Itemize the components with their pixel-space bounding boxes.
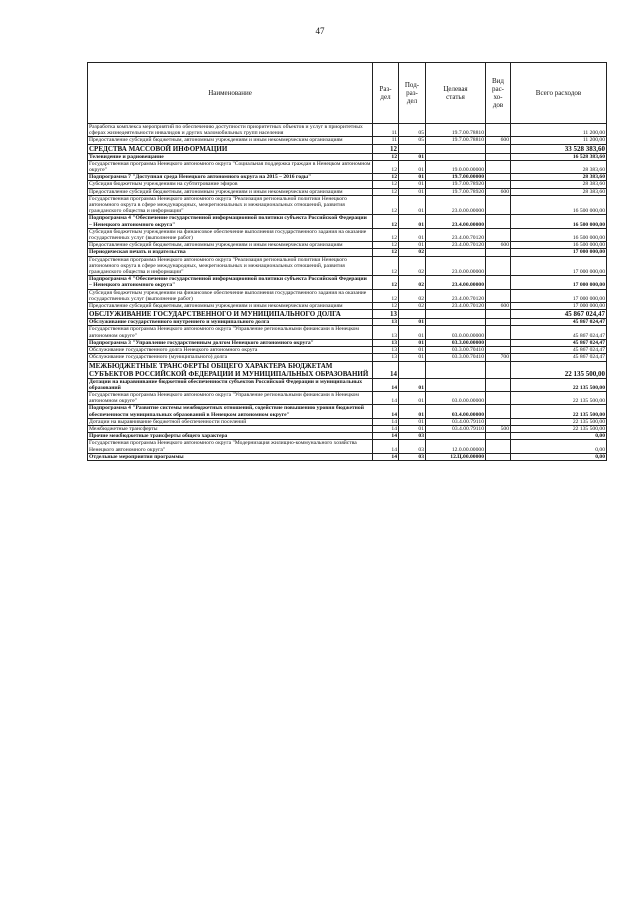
row-podrazdel-cell: 01 — [399, 347, 426, 354]
row-total-cell: 17 000 000,00 — [511, 289, 607, 302]
row-razdel-cell: 14 — [373, 440, 399, 453]
row-name-cell: СРЕДСТВА МАССОВОЙ ИНФОРМАЦИИ — [88, 144, 373, 153]
row-name-cell: Государственная программа Ненецкого автономного округа "Реализация региональной политики Ненецкого автономного округа в сфере международных, межрегиональных и межнациональных отношений, развития гражданского общества и информации" — [88, 195, 373, 215]
table-row — [88, 249, 607, 256]
header-vid: Вид рас- хо- дов — [486, 63, 511, 124]
row-razdel-cell: 12 — [373, 195, 399, 215]
row-podrazdel-cell: 01 — [399, 160, 426, 173]
page-number: 47 — [315, 26, 325, 36]
row-razdel-cell: 12 — [373, 242, 399, 249]
row-podrazdel-cell: 02 — [399, 303, 426, 310]
row-target-cell: 03.4.00.79110 — [426, 418, 486, 425]
row-vid-cell — [486, 174, 511, 181]
row-target-cell: 03.0.00.00000 — [426, 326, 486, 339]
row-vid-cell: 500 — [486, 425, 511, 432]
row-podrazdel-cell: 05 — [399, 124, 426, 137]
row-vid-cell: 600 — [486, 188, 511, 195]
row-podrazdel-cell: 03 — [399, 440, 426, 453]
row-total-cell: 11 200,00 — [511, 124, 607, 137]
table-row — [88, 453, 607, 460]
row-total-cell: 16 500 000,00 — [511, 215, 607, 228]
row-target-cell: 03.4.00.79110 — [426, 425, 486, 432]
row-razdel-cell: 14 — [373, 405, 399, 418]
header-total: Всего расходов — [511, 63, 607, 124]
row-target-cell — [426, 319, 486, 326]
table-row — [88, 256, 607, 276]
row-razdel-cell: 12 — [373, 303, 399, 310]
row-total-cell: 17 000 000,00 — [511, 276, 607, 289]
row-name-cell: Дотации на выравнивание бюджетной обеспеченности поселений — [88, 418, 373, 425]
row-target-cell: 23.0.00.00000 — [426, 195, 486, 215]
row-total-cell: 28 383,60 — [511, 181, 607, 188]
row-razdel-cell: 12 — [373, 228, 399, 241]
row-vid-cell — [486, 391, 511, 404]
row-target-cell: 12.Ц.00.00000 — [426, 453, 486, 460]
row-name-cell: Предоставление субсидий бюджетным, автономным учреждениям и иным некоммерческим организациям — [88, 137, 373, 144]
table-row — [88, 124, 607, 137]
row-vid-cell — [486, 440, 511, 453]
row-target-cell — [426, 378, 486, 391]
row-target-cell — [426, 153, 486, 160]
row-vid-cell: 600 — [486, 137, 511, 144]
row-name-cell: Дотации на выравнивание бюджетной обеспеченности субъектов Российской Федерации и муниципальных образований — [88, 378, 373, 391]
row-vid-cell — [486, 339, 511, 346]
row-podrazdel-cell: 01 — [399, 405, 426, 418]
table-row — [88, 361, 607, 378]
table-row — [88, 310, 607, 319]
row-target-cell: 19.7.00.78810 — [426, 124, 486, 137]
row-podrazdel-cell: 01 — [399, 195, 426, 215]
row-razdel-cell: 12 — [373, 215, 399, 228]
row-razdel-cell: 12 — [373, 276, 399, 289]
row-razdel-cell: 12 — [373, 188, 399, 195]
row-target-cell: 19.7.00.78920 — [426, 181, 486, 188]
row-podrazdel-cell: 01 — [399, 319, 426, 326]
row-target-cell: 23.4.00.00000 — [426, 276, 486, 289]
row-vid-cell — [486, 256, 511, 276]
row-total-cell: 22 135 500,00 — [511, 405, 607, 418]
row-total-cell: 45 867 024,47 — [511, 326, 607, 339]
row-vid-cell — [486, 249, 511, 256]
table-row — [88, 289, 607, 302]
row-name-cell: Предоставление субсидий бюджетным, автономным учреждениям и иным некоммерческим организациям — [88, 188, 373, 195]
row-total-cell: 16 500 000,00 — [511, 228, 607, 241]
row-vid-cell: 700 — [486, 354, 511, 361]
row-vid-cell — [486, 181, 511, 188]
table-row — [88, 137, 607, 144]
row-podrazdel-cell: 02 — [399, 289, 426, 302]
table-row — [88, 378, 607, 391]
row-razdel-cell: 13 — [373, 310, 399, 319]
row-name-cell: Государственная программа Ненецкого автономного округа "Управление региональными финансами в Ненецком автономном округе" — [88, 326, 373, 339]
row-total-cell: 16 528 383,60 — [511, 153, 607, 160]
row-total-cell: 22 135 500,00 — [511, 418, 607, 425]
row-target-cell: 19.7.00.00000 — [426, 174, 486, 181]
row-total-cell: 28 383,60 — [511, 188, 607, 195]
row-podrazdel-cell: 01 — [399, 339, 426, 346]
row-total-cell: 33 528 383,60 — [511, 144, 607, 153]
row-name-cell: Государственная программа Ненецкого автономного округа "Модернизация жилищно-коммунального хозяйства Ненецкого автономного округа" — [88, 440, 373, 453]
row-name-cell: Субсидия бюджетным учреждениям на субтитрование эфиров — [88, 181, 373, 188]
row-target-cell — [426, 361, 486, 378]
row-total-cell: 16 500 000,00 — [511, 242, 607, 249]
row-name-cell: Обслуживание государственного внутреннего и муниципального долга — [88, 319, 373, 326]
row-name-cell: Государственная программа Ненецкого автономного округа "Управление региональными финансами в Ненецком автономном округе" — [88, 391, 373, 404]
table-row — [88, 181, 607, 188]
table-row — [88, 303, 607, 310]
row-podrazdel-cell: 01 — [399, 188, 426, 195]
row-name-cell: Периодическая печать и издательства — [88, 249, 373, 256]
row-target-cell — [426, 144, 486, 153]
table-row — [88, 160, 607, 173]
row-razdel-cell: 14 — [373, 361, 399, 378]
row-target-cell — [426, 310, 486, 319]
row-total-cell: 45 867 024,47 — [511, 310, 607, 319]
header-razdel: Раз- дел — [373, 63, 399, 124]
row-razdel-cell: 13 — [373, 319, 399, 326]
row-total-cell: 17 000 000,00 — [511, 256, 607, 276]
row-razdel-cell: 11 — [373, 124, 399, 137]
row-vid-cell — [486, 153, 511, 160]
row-razdel-cell: 13 — [373, 339, 399, 346]
row-name-cell: Обслуживание государственного долга Ненецкого автономного округа — [88, 347, 373, 354]
row-razdel-cell: 11 — [373, 137, 399, 144]
row-podrazdel-cell: 03 — [399, 453, 426, 460]
row-podrazdel-cell: 01 — [399, 153, 426, 160]
row-name-cell: Подпрограмма 3 "Управление государственным долгом Ненецкого автономного округа" — [88, 339, 373, 346]
row-total-cell: 16 500 000,00 — [511, 195, 607, 215]
row-vid-cell — [486, 326, 511, 339]
row-podrazdel-cell: 02 — [399, 256, 426, 276]
row-name-cell: Предоставление субсидий бюджетным, автономным учреждениям и иным некоммерческим организациям — [88, 303, 373, 310]
table-row — [88, 339, 607, 346]
row-vid-cell — [486, 310, 511, 319]
row-vid-cell — [486, 319, 511, 326]
row-vid-cell — [486, 405, 511, 418]
row-razdel-cell: 12 — [373, 160, 399, 173]
row-podrazdel-cell: 01 — [399, 391, 426, 404]
table-row — [88, 153, 607, 160]
row-podrazdel-cell — [399, 310, 426, 319]
row-target-cell: 23.4.00.70120 — [426, 303, 486, 310]
row-target-cell: 03.3.00.70410 — [426, 354, 486, 361]
table-row — [88, 433, 607, 440]
table-header — [88, 63, 607, 124]
row-total-cell: 0,00 — [511, 453, 607, 460]
row-name-cell: Предоставление субсидий бюджетным, автономным учреждениям и иным некоммерческим организациям — [88, 242, 373, 249]
row-total-cell: 22 135 500,00 — [511, 361, 607, 378]
row-razdel-cell: 14 — [373, 453, 399, 460]
row-name-cell: МЕЖБЮДЖЕТНЫЕ ТРАНСФЕРТЫ ОБЩЕГО ХАРАКТЕРА БЮДЖЕТАМ СУБЪЕКТОВ РОССИЙСКОЙ ФЕДЕРАЦИИ И МУНИЦИПАЛЬНЫХ ОБРАЗОВАНИЙ — [88, 361, 373, 378]
row-name-cell: Обслуживание государственного (муниципального) долга — [88, 354, 373, 361]
row-name-cell: Отдельные мероприятия программы — [88, 453, 373, 460]
row-vid-cell — [486, 144, 511, 153]
row-target-cell — [426, 433, 486, 440]
row-name-cell: Подпрограмма 4 "Обеспечение государственной информационной политики субъекта Российской Федерации – Ненецкого автономного округа" — [88, 276, 373, 289]
row-total-cell: 0,00 — [511, 440, 607, 453]
row-razdel-cell: 12 — [373, 144, 399, 153]
table-row — [88, 319, 607, 326]
row-podrazdel-cell: 01 — [399, 181, 426, 188]
row-target-cell: 19.7.00.78920 — [426, 188, 486, 195]
row-total-cell: 0,00 — [511, 433, 607, 440]
row-vid-cell — [486, 378, 511, 391]
row-razdel-cell: 12 — [373, 289, 399, 302]
row-name-cell: Подпрограмма 4 "Обеспечение государственной информационной политики субъекта Российской Федерации – Ненецкого автономного округа" — [88, 215, 373, 228]
row-target-cell: 03.3.00.00000 — [426, 339, 486, 346]
row-vid-cell — [486, 453, 511, 460]
row-podrazdel-cell: 01 — [399, 174, 426, 181]
row-vid-cell — [486, 418, 511, 425]
table-row — [88, 425, 607, 432]
row-total-cell: 45 867 024,47 — [511, 354, 607, 361]
row-target-cell: 23.4.00.70120 — [426, 242, 486, 249]
row-total-cell: 22 135 500,00 — [511, 378, 607, 391]
header-name: Наименование — [88, 63, 373, 124]
table-row — [88, 347, 607, 354]
row-podrazdel-cell — [399, 144, 426, 153]
row-razdel-cell: 12 — [373, 249, 399, 256]
row-podrazdel-cell: 01 — [399, 425, 426, 432]
row-podrazdel-cell: 01 — [399, 326, 426, 339]
row-total-cell: 28 383,60 — [511, 160, 607, 173]
table-row — [88, 276, 607, 289]
row-podrazdel-cell: 02 — [399, 276, 426, 289]
table-row — [88, 188, 607, 195]
row-podrazdel-cell — [399, 361, 426, 378]
row-name-cell: Государственная программа Ненецкого автономного округа "Социальная поддержка граждан в Ненецком автономном округе" — [88, 160, 373, 173]
row-name-cell: Телевидение и радиовещание — [88, 153, 373, 160]
row-target-cell: 19.0.00.00000 — [426, 160, 486, 173]
row-total-cell: 45 867 024,47 — [511, 347, 607, 354]
row-podrazdel-cell: 01 — [399, 228, 426, 241]
table-body — [88, 124, 607, 461]
row-vid-cell — [486, 228, 511, 241]
row-vid-cell — [486, 215, 511, 228]
row-vid-cell — [486, 124, 511, 137]
table-row — [88, 228, 607, 241]
row-podrazdel-cell: 03 — [399, 433, 426, 440]
row-target-cell: 12.0.00.00000 — [426, 440, 486, 453]
row-vid-cell — [486, 195, 511, 215]
row-total-cell: 22 135 500,00 — [511, 425, 607, 432]
row-vid-cell — [486, 160, 511, 173]
row-razdel-cell: 14 — [373, 425, 399, 432]
row-name-cell: Субсидия бюджетным учреждениям на финансовое обеспечение выполнения государственного задания на оказание государственных услуг (выполнение работ) — [88, 228, 373, 241]
row-name-cell: Субсидия бюджетным учреждениям на финансовое обеспечение выполнения государственного задания на оказание государственных услуг (выполнение работ) — [88, 289, 373, 302]
row-razdel-cell: 14 — [373, 391, 399, 404]
row-podrazdel-cell: 05 — [399, 137, 426, 144]
header-podrazdel: Под- раз- дел — [399, 63, 426, 124]
row-target-cell — [426, 249, 486, 256]
expenditure-table — [87, 62, 607, 461]
row-vid-cell: 600 — [486, 303, 511, 310]
row-name-cell: Подпрограмма 7 "Доступная среда Ненецкого автономного округа на 2015 – 2016 годы" — [88, 174, 373, 181]
row-podrazdel-cell: 01 — [399, 418, 426, 425]
row-podrazdel-cell: 01 — [399, 215, 426, 228]
row-name-cell: Разработка комплекса мероприятий по обеспечению доступности приоритетных объектов и услуг в приоритетных сферах жизнедеятельности инвалидов и других маломобильных групп населения — [88, 124, 373, 137]
row-target-cell: 03.4.00.00000 — [426, 405, 486, 418]
table-row — [88, 242, 607, 249]
row-total-cell: 45 867 024,47 — [511, 319, 607, 326]
table-row — [88, 418, 607, 425]
row-razdel-cell: 14 — [373, 433, 399, 440]
row-target-cell: 19.7.00.78810 — [426, 137, 486, 144]
row-total-cell: 22 135 500,00 — [511, 391, 607, 404]
row-target-cell: 03.3.00.70410 — [426, 347, 486, 354]
table-row — [88, 144, 607, 153]
row-vid-cell — [486, 347, 511, 354]
row-name-cell: Межбюджетные трансферты — [88, 425, 373, 432]
table-row — [88, 195, 607, 215]
row-name-cell: Государственная программа Ненецкого автономного округа "Реализация региональной политики Ненецкого автономного округа в сфере международных, межрегиональных и межнациональных отношений, развития гражданского общества и информации" — [88, 256, 373, 276]
row-razdel-cell: 13 — [373, 347, 399, 354]
row-name-cell: Прочие межбюджетные трансферты общего характера — [88, 433, 373, 440]
table-row — [88, 354, 607, 361]
table-row — [88, 174, 607, 181]
row-total-cell: 17 000 000,00 — [511, 303, 607, 310]
row-total-cell: 17 000 000,00 — [511, 249, 607, 256]
row-vid-cell: 600 — [486, 242, 511, 249]
table-row — [88, 326, 607, 339]
table-row — [88, 405, 607, 418]
row-total-cell: 45 867 024,47 — [511, 339, 607, 346]
row-razdel-cell: 12 — [373, 256, 399, 276]
row-vid-cell — [486, 289, 511, 302]
row-target-cell: 23.4.00.00000 — [426, 215, 486, 228]
row-total-cell: 11 200,00 — [511, 137, 607, 144]
row-target-cell: 03.0.00.00000 — [426, 391, 486, 404]
row-target-cell: 23.4.00.70120 — [426, 228, 486, 241]
row-target-cell: 23.0.00.00000 — [426, 256, 486, 276]
row-razdel-cell: 13 — [373, 326, 399, 339]
row-vid-cell — [486, 433, 511, 440]
table-row — [88, 440, 607, 453]
row-name-cell: ОБСЛУЖИВАНИЕ ГОСУДАРСТВЕННОГО И МУНИЦИПАЛЬНОГО ДОЛГА — [88, 310, 373, 319]
row-razdel-cell: 14 — [373, 418, 399, 425]
row-razdel-cell: 12 — [373, 181, 399, 188]
row-razdel-cell: 12 — [373, 174, 399, 181]
header-target: Целевая статья — [426, 63, 486, 124]
row-podrazdel-cell: 01 — [399, 242, 426, 249]
row-razdel-cell: 14 — [373, 378, 399, 391]
row-vid-cell — [486, 276, 511, 289]
row-vid-cell — [486, 361, 511, 378]
row-razdel-cell: 12 — [373, 153, 399, 160]
row-name-cell: Подпрограмма 4 "Развитие системы межбюджетных отношений, содействие повышению уровня бюджетной обеспеченности муниципальных образований в Ненецком автономном округе" — [88, 405, 373, 418]
row-podrazdel-cell: 01 — [399, 378, 426, 391]
table-row — [88, 215, 607, 228]
row-podrazdel-cell: 01 — [399, 354, 426, 361]
row-target-cell: 23.4.00.70120 — [426, 289, 486, 302]
row-podrazdel-cell: 02 — [399, 249, 426, 256]
table-row — [88, 391, 607, 404]
row-total-cell: 28 383,60 — [511, 174, 607, 181]
row-razdel-cell: 13 — [373, 354, 399, 361]
